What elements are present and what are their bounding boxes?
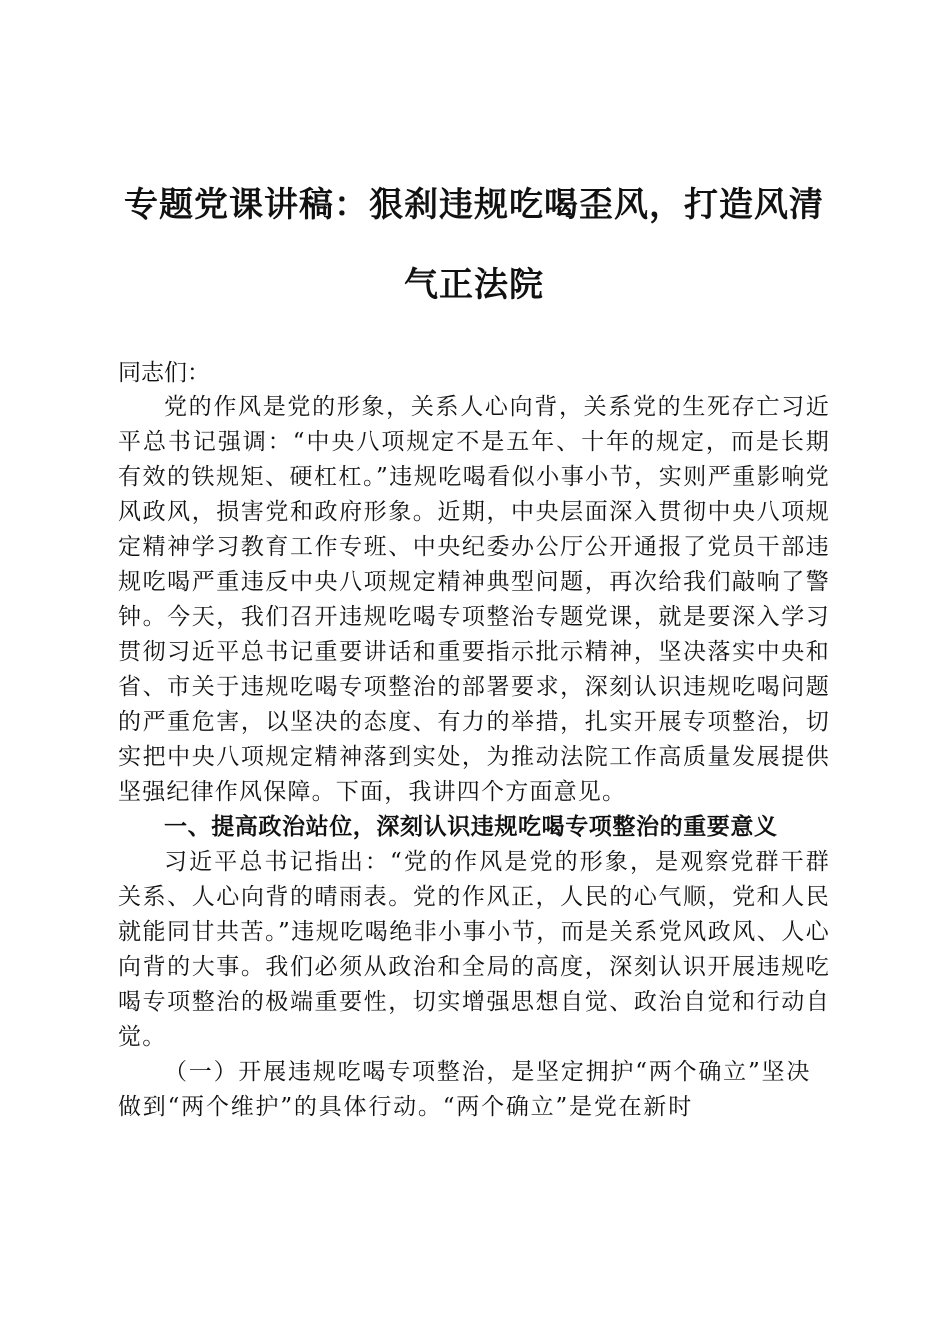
document-page — [118, 165, 830, 1125]
document-title — [118, 165, 830, 325]
section-1-heading: 一、提高政治站位，深刻认识违规吃喝专项整治的重要意义 — [164, 814, 778, 840]
greeting: 同志们： — [118, 360, 210, 386]
intro-paragraph: 党的作风是党的形象，关系人心向背，关系党的生死存亡习近平总书记强调：“中央八项规定不是五年、十年的规定，而是长期有效的铁规矩、硬杠杠。”违规吃喝看似小事小节，实则严重影响党风政风，损害党和政府形象。近期，中央层面深入贯彻中央八项规定精神学习教育工作专班、中央纪委办公厅公开通报了党员干部违规吃喝严重违反中央八项规定精神典型问题，再次给我们敲响了警钟。今天，我们召开违规吃喝专项整治专题党课，就是要深入学习贯彻习近平总书记重要讲话和重要指示批示精神，坚决落实中央和省、市关于违规吃喝专项整治的部署要求，深刻认识违规吃喝问题的严重危害，以坚决的态度、有力的举措，扎实开展专项整治，切实把中央八项规定精神落到实处，为推动法院工作高质量发展提供坚强纪律作风保障。下面，我讲四个方面意见。 — [118, 394, 830, 805]
title-line-2: 气正法院 — [404, 265, 544, 305]
subsection-1-paragraph: （一）开展违规吃喝专项整治，是坚定拥护“两个确立”坚决做到“两个维护”的具体行动。“两个确立”是党在新时 — [118, 1059, 812, 1120]
section-1-paragraph: 习近平总书记指出：“党的作风是党的形象，是观察党群干群关系、人心向背的晴雨表。党的作风正，人民的心气顺，党和人民就能同甘共苦。”违规吃喝绝非小事小节，而是关系党风政风、人心向背的大事。我们必须从政治和全局的高度，深刻认识开展违规吃喝专项整治的极端重要性，切实增强思想自觉、政治自觉和行动自觉。 — [118, 849, 830, 1050]
title-line-1: 专题党课讲稿：狠刹违规吃喝歪风，打造风清 — [124, 185, 824, 225]
